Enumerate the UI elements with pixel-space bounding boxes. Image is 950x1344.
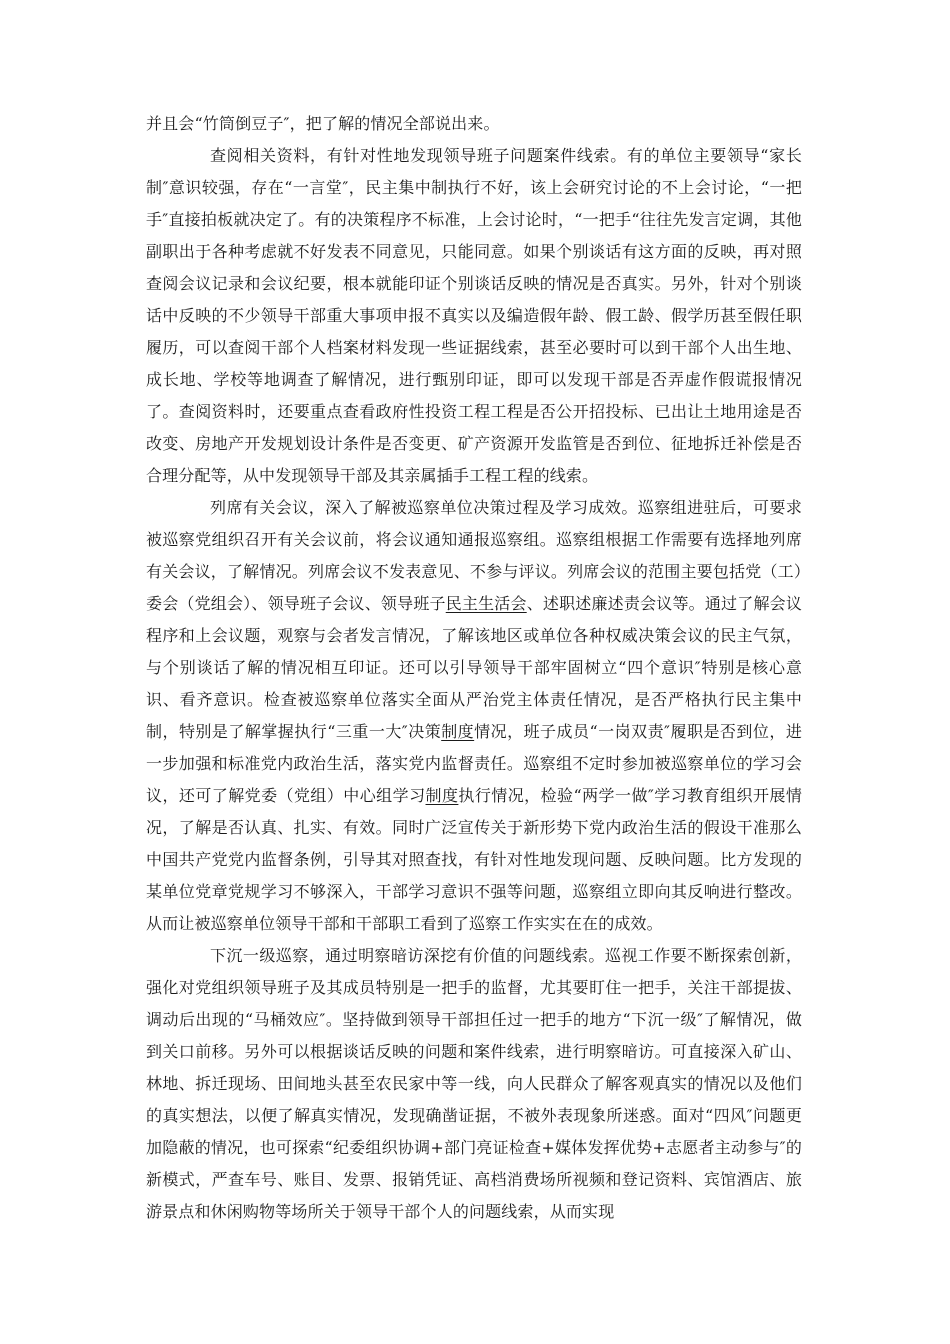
document-page — [146, 108, 802, 1228]
paragraph-1: 并且会“竹筒倒豆子″，把了解的情况全部说出来。 — [146, 114, 500, 133]
paragraph-3-text-b: 、述职述廉述责会议等。通过了解会议程序和上会议题，观察与会者发言情况，了解该地区或单位各种权威决策会议的民主气氛，与个别谈话了解的情况相互印证。还可以引导领导干部牢固树立“四个意识″特别是核心意识、看齐意识。检查被巡察单位落实全面从严治党主体责任情况，是否严格执行民主集中制，特别是了解掌握执行“三重一大″决策 — [146, 594, 802, 741]
paragraph-2: 查阅相关资料，有针对性地发现领导班子问题案件线索。有的单位主要领导“家长制″意识较强，存在“一言堂″，民主集中制执行不好，该上会研究讨论的不上会讨论，“一把手″直接拍板就决定了。有的决策程序不标准，上会讨论时，“一把手“往往先发言定调，其他副职出于各种考虑就不好发表不同意见，只能同意。如果个别谈话有这方面的反映，再对照查阅会议记录和会议纪要，根本就能印证个别谈话反映的情况是否真实。另外，针对个别谈话中反映的不少领导干部重大事项申报不真实以及编造假年龄、假工龄、假学历甚至假任职履历，可以查阅干部个人档案材料发现一些证据线索，甚至必要时可以到干部个人出生地、成长地、学校等地调查了解情况，进行甄别印证，即可以发现干部是否弄虚作假谎报情况了。查阅资料时，还要重点查看政府性投资工程工程是否公开招投标、已出让土地用途是否改变、房地产开发规划设计条件是否变更、矿产资源开发监管是否到位、征地拆迁补偿是否合理分配等，从中发现领导干部及其亲属插手工程工程的线索。 — [146, 146, 802, 485]
underlined-term-system: 制度 — [441, 722, 475, 741]
paragraph-3-text-d: 执行情况，检验“两学一做″学习教育组织开展情况，了解是否认真、扎实、有效。同时广泛宣传关于新形势下党内政治生活的假设干准那么中国共产党党内监督条例，引导其对照查找，有针对性地发现问题、反映问题。比方发现的某单位党章党规学习不够深入，干部学习意识不强等问题，巡察组立即向其反响进行整改。从而让被巡察单位领导干部和干部职工看到了巡察工作实实在在的成效。 — [146, 786, 802, 933]
underlined-term-system-2: 制度 — [425, 786, 459, 805]
paragraph-3-text-c: 情况，班子成员“一岗双责″履职是否到位，进一步加强和标准党内政治生活，落实党内监督责任。巡察组不定时参加被巡察单位的学习会议，还可了解党委（党组）中心组学习 — [146, 722, 802, 805]
paragraph-3-text-a: 列席有关会议，深入了解被巡察单位决策过程及学习成效。巡察组进驻后，可要求被巡察党组织召开有关会议前，将会议通知通报巡察组。巡察组根据工作需要有选择地列席有关会议，了解情况。列席会议不发表意见、不参与评议。列席会议的范围主要包括党（工）委会（党组会）、领导班子会议、领导班子 — [146, 498, 802, 613]
underlined-term-democratic-life-meeting: 民主生活会 — [445, 594, 527, 613]
paragraph-4: 下沉一级巡察，通过明察暗访深挖有价值的问题线索。巡视工作要不断探索创新，强化对党组织领导班子及其成员特别是一把手的监督，尤其要盯住一把手，关注干部提拔、调动后出现的“马桶效应″。坚持做到领导干部担任过一把手的地方“下沉一级″了解情况，做到关口前移。另外可以根据谈话反映的问题和案件线索，进行明察暗访。可直接深入矿山、林地、拆迁现场、田间地头甚至农民家中等一线，向人民群众了解客观真实的情况以及他们的真实想法，以便了解真实情况，发现确凿证据，不被外表现象所迷惑。面对“四风″问题更加隐蔽的情况，也可探索“纪委组织协调+部门亮证检查+媒体发挥优势+志愿者主动参与″的新模式，严查车号、账目、发票、报销凭证、高档消费场所视频和登记资料、宾馆酒店、旅游景点和休闲购物等场所关于领导干部个人的问题线索，从而实现 — [146, 946, 802, 1221]
paragraph-3 — [146, 492, 802, 940]
